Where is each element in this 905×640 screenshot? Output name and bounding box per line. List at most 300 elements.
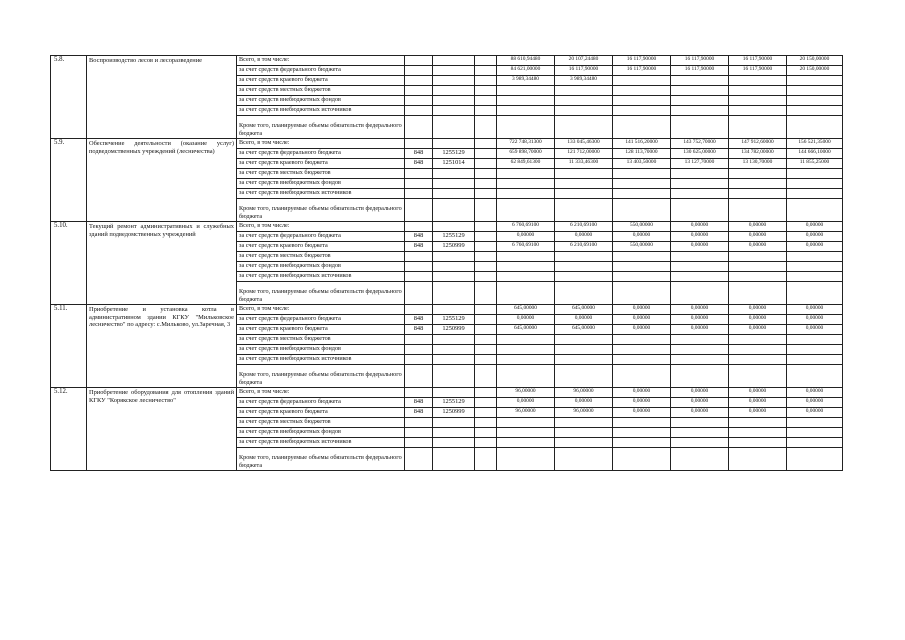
amount-cell <box>671 448 729 471</box>
amount-cell: 96,00000 <box>555 388 613 398</box>
target-article-code <box>433 96 475 106</box>
amount-cell: 16 117,90000 <box>613 56 671 66</box>
amount-cell <box>671 179 729 189</box>
amount-cell <box>497 335 555 345</box>
amount-cell: 0,00000 <box>555 398 613 408</box>
amount-cell <box>555 448 613 471</box>
amount-cell <box>555 438 613 448</box>
amount-cell <box>613 365 671 388</box>
amount-cell <box>555 106 613 116</box>
amount-cell <box>787 169 843 179</box>
amount-cell: 0,00000 <box>555 232 613 242</box>
section-number: 5.9. <box>51 139 87 222</box>
amount-cell: 16 117,90000 <box>671 56 729 66</box>
empty-cell <box>475 355 497 365</box>
amount-cell: 0,00000 <box>497 398 555 408</box>
amount-cell: 0,00000 <box>613 232 671 242</box>
empty-cell <box>475 189 497 199</box>
empty-cell <box>475 325 497 335</box>
empty-cell <box>475 305 497 315</box>
amount-cell: 6 760,69100 <box>497 222 555 232</box>
amount-cell: 11 855,25000 <box>787 159 843 169</box>
target-article-code <box>433 56 475 66</box>
funding-source-label: за счет средств местных бюджетов <box>237 335 405 345</box>
amount-cell <box>555 355 613 365</box>
amount-cell <box>671 189 729 199</box>
amount-cell: 550,00000 <box>613 222 671 232</box>
amount-cell <box>729 418 787 428</box>
amount-cell <box>613 345 671 355</box>
grbs-code: 848 <box>405 242 433 252</box>
amount-cell: 0,00000 <box>787 408 843 418</box>
amount-cell <box>729 272 787 282</box>
amount-cell <box>729 189 787 199</box>
amount-cell <box>729 106 787 116</box>
empty-cell <box>475 448 497 471</box>
amount-cell: 0,00000 <box>671 325 729 335</box>
empty-cell <box>475 179 497 189</box>
target-article-code <box>433 272 475 282</box>
amount-cell <box>497 96 555 106</box>
funding-source-label: за счет средств внебюджетных фондов <box>237 345 405 355</box>
amount-cell: 134 782,00000 <box>729 149 787 159</box>
empty-cell <box>475 116 497 139</box>
amount-cell <box>613 199 671 222</box>
amount-cell <box>671 252 729 262</box>
funding-source-label: за счет средств федерального бюджета <box>237 232 405 242</box>
target-article-code <box>433 345 475 355</box>
amount-cell: 0,00000 <box>613 315 671 325</box>
amount-cell <box>613 355 671 365</box>
amount-cell <box>671 355 729 365</box>
empty-cell <box>475 159 497 169</box>
budget-table-body <box>51 56 843 471</box>
amount-cell <box>497 345 555 355</box>
target-article-code <box>433 282 475 305</box>
grbs-code: 848 <box>405 325 433 335</box>
amount-cell <box>613 438 671 448</box>
grbs-code <box>405 189 433 199</box>
funding-source-label: за счет средств краевого бюджета <box>237 325 405 335</box>
amount-cell <box>555 189 613 199</box>
grbs-code <box>405 139 433 149</box>
section-name: Текущий ремонт административных и служебных зданий подведомственных учреждений <box>87 222 237 305</box>
amount-cell: 0,00000 <box>613 408 671 418</box>
grbs-code <box>405 66 433 76</box>
funding-source-label: Кроме того, планируемые объемы обязательств федерального бюджета <box>237 199 405 222</box>
amount-cell <box>497 448 555 471</box>
amount-cell: 0,00000 <box>729 242 787 252</box>
amount-cell <box>671 116 729 139</box>
amount-cell: 0,00000 <box>729 222 787 232</box>
section-number: 5.12. <box>51 388 87 471</box>
amount-cell: 550,00000 <box>613 242 671 252</box>
amount-cell: 16 117,90000 <box>729 66 787 76</box>
amount-cell <box>497 365 555 388</box>
amount-cell <box>497 272 555 282</box>
target-article-code <box>433 448 475 471</box>
target-article-code <box>433 199 475 222</box>
empty-cell <box>475 315 497 325</box>
amount-cell: 96,00000 <box>497 388 555 398</box>
amount-cell <box>787 179 843 189</box>
amount-cell: 645,00000 <box>555 305 613 315</box>
funding-source-label: за счет средств краевого бюджета <box>237 242 405 252</box>
empty-cell <box>475 408 497 418</box>
amount-cell: 13 403,50000 <box>613 159 671 169</box>
amount-cell <box>497 179 555 189</box>
funding-source-label: Всего, в том числе: <box>237 305 405 315</box>
funding-source-label: Всего, в том числе: <box>237 56 405 66</box>
funding-source-label: за счет средств краевого бюджета <box>237 408 405 418</box>
amount-cell <box>555 199 613 222</box>
target-article-code <box>433 139 475 149</box>
amount-cell <box>497 262 555 272</box>
amount-cell <box>729 428 787 438</box>
grbs-code <box>405 262 433 272</box>
empty-cell <box>475 252 497 262</box>
empty-cell <box>475 232 497 242</box>
empty-cell <box>475 345 497 355</box>
amount-cell: 0,00000 <box>613 325 671 335</box>
target-article-code <box>433 189 475 199</box>
amount-cell <box>671 86 729 96</box>
target-article-code <box>433 388 475 398</box>
amount-cell <box>729 169 787 179</box>
grbs-code <box>405 56 433 66</box>
amount-cell <box>555 169 613 179</box>
amount-cell: 0,00000 <box>671 408 729 418</box>
amount-cell: 16 117,90000 <box>671 66 729 76</box>
amount-cell <box>729 199 787 222</box>
amount-cell <box>613 76 671 86</box>
target-article-code <box>433 66 475 76</box>
grbs-code <box>405 365 433 388</box>
amount-cell <box>787 189 843 199</box>
grbs-code <box>405 179 433 189</box>
empty-cell <box>475 76 497 86</box>
amount-cell: 0,00000 <box>555 315 613 325</box>
amount-cell <box>497 169 555 179</box>
grbs-code: 848 <box>405 149 433 159</box>
grbs-code <box>405 199 433 222</box>
amount-cell: 62 849,61300 <box>497 159 555 169</box>
amount-cell <box>555 262 613 272</box>
grbs-code <box>405 305 433 315</box>
amount-cell <box>555 86 613 96</box>
amount-cell: 6 760,69100 <box>497 242 555 252</box>
amount-cell <box>671 76 729 86</box>
funding-source-label: за счет средств краевого бюджета <box>237 76 405 86</box>
funding-source-label: за счет средств федерального бюджета <box>237 66 405 76</box>
amount-cell <box>729 282 787 305</box>
target-article-code: 1251014 <box>433 159 475 169</box>
amount-cell: 645,00000 <box>497 305 555 315</box>
grbs-code <box>405 448 433 471</box>
target-article-code <box>433 335 475 345</box>
amount-cell: 645,00000 <box>497 325 555 335</box>
funding-source-label: за счет средств местных бюджетов <box>237 169 405 179</box>
amount-cell <box>555 335 613 345</box>
target-article-code <box>433 169 475 179</box>
amount-cell <box>613 418 671 428</box>
amount-cell <box>613 96 671 106</box>
section-number: 5.11. <box>51 305 87 388</box>
amount-cell: 0,00000 <box>787 315 843 325</box>
funding-source-label: за счет средств внебюджетных источников <box>237 272 405 282</box>
amount-cell <box>497 189 555 199</box>
amount-cell: 0,00000 <box>671 222 729 232</box>
section-name: Обеспечение деятельности (оказание услуг) подведомственных учреждений (лесничества) <box>87 139 237 222</box>
amount-cell <box>497 438 555 448</box>
section-name: Воспроизводство лесов и лесоразведение <box>87 56 237 139</box>
amount-cell <box>787 355 843 365</box>
amount-cell: 0,00000 <box>671 232 729 242</box>
amount-cell: 0,00000 <box>787 222 843 232</box>
table-row <box>51 388 843 398</box>
amount-cell <box>555 282 613 305</box>
amount-cell <box>671 438 729 448</box>
target-article-code <box>433 418 475 428</box>
empty-cell <box>475 428 497 438</box>
empty-cell <box>475 438 497 448</box>
amount-cell <box>787 428 843 438</box>
amount-cell: 141 516,20000 <box>613 139 671 149</box>
amount-cell: 0,00000 <box>671 398 729 408</box>
amount-cell: 0,00000 <box>671 388 729 398</box>
empty-cell <box>475 56 497 66</box>
amount-cell: 11 333,46300 <box>555 159 613 169</box>
amount-cell: 13 130,70000 <box>729 159 787 169</box>
amount-cell <box>787 448 843 471</box>
target-article-code <box>433 262 475 272</box>
amount-cell: 6 210,69100 <box>555 222 613 232</box>
amount-cell <box>671 199 729 222</box>
amount-cell: 121 712,00000 <box>555 149 613 159</box>
amount-cell: 96,00000 <box>555 408 613 418</box>
amount-cell: 0,00000 <box>787 388 843 398</box>
table-row <box>51 56 843 66</box>
amount-cell <box>613 252 671 262</box>
amount-cell <box>613 179 671 189</box>
amount-cell <box>729 438 787 448</box>
section-number: 5.8. <box>51 56 87 139</box>
grbs-code <box>405 96 433 106</box>
amount-cell <box>729 365 787 388</box>
amount-cell <box>497 199 555 222</box>
budget-table-page <box>50 55 843 471</box>
empty-cell <box>475 398 497 408</box>
grbs-code: 848 <box>405 315 433 325</box>
grbs-code <box>405 418 433 428</box>
grbs-code <box>405 428 433 438</box>
amount-cell: 645,00000 <box>555 325 613 335</box>
amount-cell <box>787 418 843 428</box>
amount-cell: 128 113,70000 <box>613 149 671 159</box>
amount-cell: 13 127,70000 <box>671 159 729 169</box>
amount-cell <box>497 116 555 139</box>
amount-cell <box>497 355 555 365</box>
empty-cell <box>475 222 497 232</box>
funding-source-label: Кроме того, планируемые объемы обязательств федерального бюджета <box>237 282 405 305</box>
amount-cell <box>613 116 671 139</box>
amount-cell: 659 898,70000 <box>497 149 555 159</box>
target-article-code: 1250999 <box>433 325 475 335</box>
amount-cell <box>671 169 729 179</box>
amount-cell <box>555 345 613 355</box>
amount-cell <box>613 335 671 345</box>
amount-cell <box>671 345 729 355</box>
grbs-code <box>405 272 433 282</box>
funding-source-label: за счет средств федерального бюджета <box>237 315 405 325</box>
grbs-code: 848 <box>405 408 433 418</box>
amount-cell: 0,00000 <box>787 398 843 408</box>
amount-cell <box>613 169 671 179</box>
amount-cell: 88 610,94480 <box>497 56 555 66</box>
funding-source-label: за счет средств федерального бюджета <box>237 398 405 408</box>
amount-cell <box>787 345 843 355</box>
funding-source-label: за счет средств федерального бюджета <box>237 149 405 159</box>
grbs-code <box>405 355 433 365</box>
target-article-code <box>433 252 475 262</box>
amount-cell: 16 117,90000 <box>729 56 787 66</box>
amount-cell: 0,00000 <box>787 305 843 315</box>
empty-cell <box>475 282 497 305</box>
amount-cell <box>613 448 671 471</box>
amount-cell: 0,00000 <box>497 315 555 325</box>
target-article-code: 1250999 <box>433 408 475 418</box>
funding-source-label: Всего, в том числе: <box>237 139 405 149</box>
amount-cell <box>787 335 843 345</box>
funding-source-label: за счет средств внебюджетных фондов <box>237 179 405 189</box>
table-row <box>51 139 843 149</box>
amount-cell: 0,00000 <box>729 315 787 325</box>
amount-cell: 0,00000 <box>671 242 729 252</box>
funding-source-label: Всего, в том числе: <box>237 388 405 398</box>
empty-cell <box>475 86 497 96</box>
grbs-code <box>405 345 433 355</box>
amount-cell <box>613 272 671 282</box>
amount-cell <box>729 116 787 139</box>
empty-cell <box>475 418 497 428</box>
grbs-code <box>405 222 433 232</box>
amount-cell: 20 150,00000 <box>787 56 843 66</box>
amount-cell: 0,00000 <box>787 325 843 335</box>
amount-cell <box>729 345 787 355</box>
amount-cell <box>787 252 843 262</box>
amount-cell: 0,00000 <box>613 305 671 315</box>
amount-cell <box>729 96 787 106</box>
amount-cell: 20 107,24480 <box>555 56 613 66</box>
grbs-code <box>405 388 433 398</box>
target-article-code: 1250999 <box>433 242 475 252</box>
amount-cell <box>787 282 843 305</box>
amount-cell <box>729 252 787 262</box>
amount-cell: 0,00000 <box>787 242 843 252</box>
amount-cell <box>671 262 729 272</box>
section-name: Приобретение и установка котла в административном здании КГКУ "Мильковское лесничество" по адресу: с.Мильково, ул.Заречная, 3 <box>87 305 237 388</box>
empty-cell <box>475 96 497 106</box>
target-article-code: 1255129 <box>433 149 475 159</box>
amount-cell: 130 625,00000 <box>671 149 729 159</box>
amount-cell <box>671 365 729 388</box>
amount-cell <box>613 189 671 199</box>
empty-cell <box>475 149 497 159</box>
funding-source-label: за счет средств местных бюджетов <box>237 252 405 262</box>
amount-cell <box>729 355 787 365</box>
amount-cell <box>497 86 555 96</box>
funding-source-label: за счет средств внебюджетных источников <box>237 106 405 116</box>
amount-cell: 147 912,60000 <box>729 139 787 149</box>
amount-cell: 0,00000 <box>729 305 787 315</box>
target-article-code <box>433 76 475 86</box>
target-article-code <box>433 106 475 116</box>
amount-cell <box>555 179 613 189</box>
budget-table <box>50 55 843 471</box>
amount-cell <box>787 86 843 96</box>
amount-cell <box>787 262 843 272</box>
grbs-code: 848 <box>405 232 433 242</box>
funding-source-label: Всего, в том числе: <box>237 222 405 232</box>
amount-cell <box>787 96 843 106</box>
funding-source-label: за счет средств местных бюджетов <box>237 86 405 96</box>
funding-source-label: за счет средств внебюджетных источников <box>237 355 405 365</box>
amount-cell <box>671 106 729 116</box>
amount-cell <box>729 86 787 96</box>
funding-source-label: Кроме того, планируемые объемы обязательств федерального бюджета <box>237 448 405 471</box>
amount-cell <box>729 262 787 272</box>
target-article-code: 1255129 <box>433 232 475 242</box>
amount-cell <box>787 365 843 388</box>
amount-cell: 0,00000 <box>613 398 671 408</box>
amount-cell <box>671 335 729 345</box>
amount-cell: 0,00000 <box>729 398 787 408</box>
amount-cell <box>613 106 671 116</box>
target-article-code: 1255129 <box>433 315 475 325</box>
funding-source-label: Кроме того, планируемые объемы обязательств федерального бюджета <box>237 365 405 388</box>
target-article-code <box>433 365 475 388</box>
amount-cell <box>787 272 843 282</box>
grbs-code <box>405 169 433 179</box>
amount-cell: 133 045,46300 <box>555 139 613 149</box>
amount-cell: 0,00000 <box>729 388 787 398</box>
amount-cell <box>613 282 671 305</box>
funding-source-label: Кроме того, планируемые объемы обязательств федерального бюджета <box>237 116 405 139</box>
amount-cell <box>555 418 613 428</box>
amount-cell: 3 989,34480 <box>555 76 613 86</box>
grbs-code: 848 <box>405 159 433 169</box>
amount-cell: 0,00000 <box>671 315 729 325</box>
empty-cell <box>475 335 497 345</box>
amount-cell: 96,00000 <box>497 408 555 418</box>
table-row <box>51 305 843 315</box>
amount-cell: 0,00000 <box>671 305 729 315</box>
amount-cell <box>613 86 671 96</box>
amount-cell <box>787 438 843 448</box>
amount-cell <box>671 272 729 282</box>
grbs-code <box>405 76 433 86</box>
target-article-code <box>433 355 475 365</box>
amount-cell <box>671 428 729 438</box>
amount-cell <box>787 106 843 116</box>
amount-cell <box>555 272 613 282</box>
amount-cell: 3 989,34480 <box>497 76 555 86</box>
amount-cell <box>555 428 613 438</box>
amount-cell <box>497 428 555 438</box>
amount-cell: 0,00000 <box>729 408 787 418</box>
amount-cell: 722 748,31300 <box>497 139 555 149</box>
funding-source-label: за счет средств краевого бюджета <box>237 159 405 169</box>
